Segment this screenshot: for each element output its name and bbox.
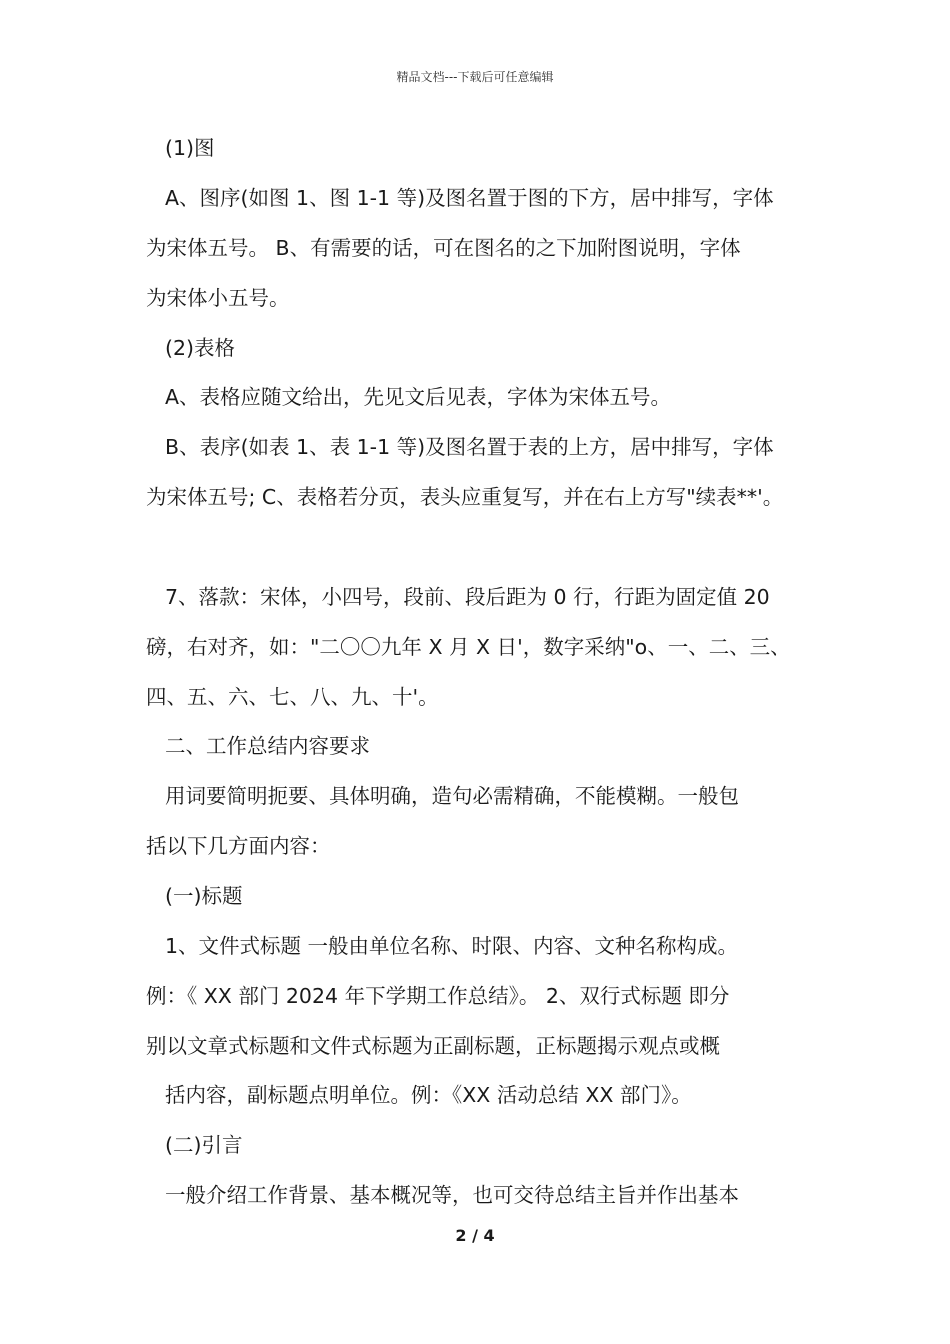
text-line: 例：《 XX 部门 2024 年下学期工作总结》。 2、双行式标题 即分 — [146, 984, 730, 1008]
text-line: 括内容，副标题点明单位。例：《XX 活动总结 XX 部门》。 — [165, 1083, 692, 1107]
text-line: (1)图 — [165, 136, 215, 160]
subsection-heading: (一)标题 — [165, 884, 243, 908]
text-line: A、图序(如图 1、图 1-1 等)及图名置于图的下方，居中排写，字体 — [165, 186, 774, 210]
subsection-heading: (二)引言 — [165, 1133, 243, 1157]
text-line: 别以文章式标题和文件式标题为正副标题，正标题揭示观点或概 — [146, 1034, 720, 1058]
text-line: 磅，右对齐，如："二〇〇九年 X 月 X 日'，数字采纳"o、一、二、三、 — [146, 635, 791, 659]
text-line: (2)表格 — [165, 336, 236, 360]
text-line: 7、落款：宋体，小四号，段前、段后距为 0 行，行距为固定值 20 — [165, 585, 770, 609]
text-line: 括以下几方面内容： — [146, 834, 331, 858]
text-line: 1、文件式标题 一般由单位名称、时限、内容、文种名称构成。 — [165, 934, 739, 958]
text-line: 一般介绍工作背景、基本概况等，也可交待总结主旨并作出基本 — [165, 1183, 739, 1207]
text-line: 为宋体五号; C、表格若分页，表头应重复写，并在右上方写"续表**'。 — [146, 485, 784, 509]
text-line: 为宋体五号。 B、有需要的话，可在图名的之下加附图说明，字体 — [146, 236, 741, 260]
text-line: 四、五、六、七、八、九、十'。 — [146, 685, 439, 709]
page-header: 精品文档---下载后可任意编辑 — [396, 70, 554, 84]
text-line: B、表序(如表 1、表 1-1 等)及图名置于表的上方，居中排写，字体 — [165, 435, 774, 459]
text-line: 为宋体小五号。 — [146, 286, 290, 310]
text-line: 用词要简明扼要、具体明确，造句必需精确，不能模糊。一般包 — [165, 784, 739, 808]
page-number: 2 / 4 — [455, 1226, 495, 1245]
section-heading: 二、工作总结内容要求 — [165, 734, 370, 758]
text-line: A、表格应随文给出，先见文后见表，字体为宋体五号。 — [165, 385, 672, 409]
